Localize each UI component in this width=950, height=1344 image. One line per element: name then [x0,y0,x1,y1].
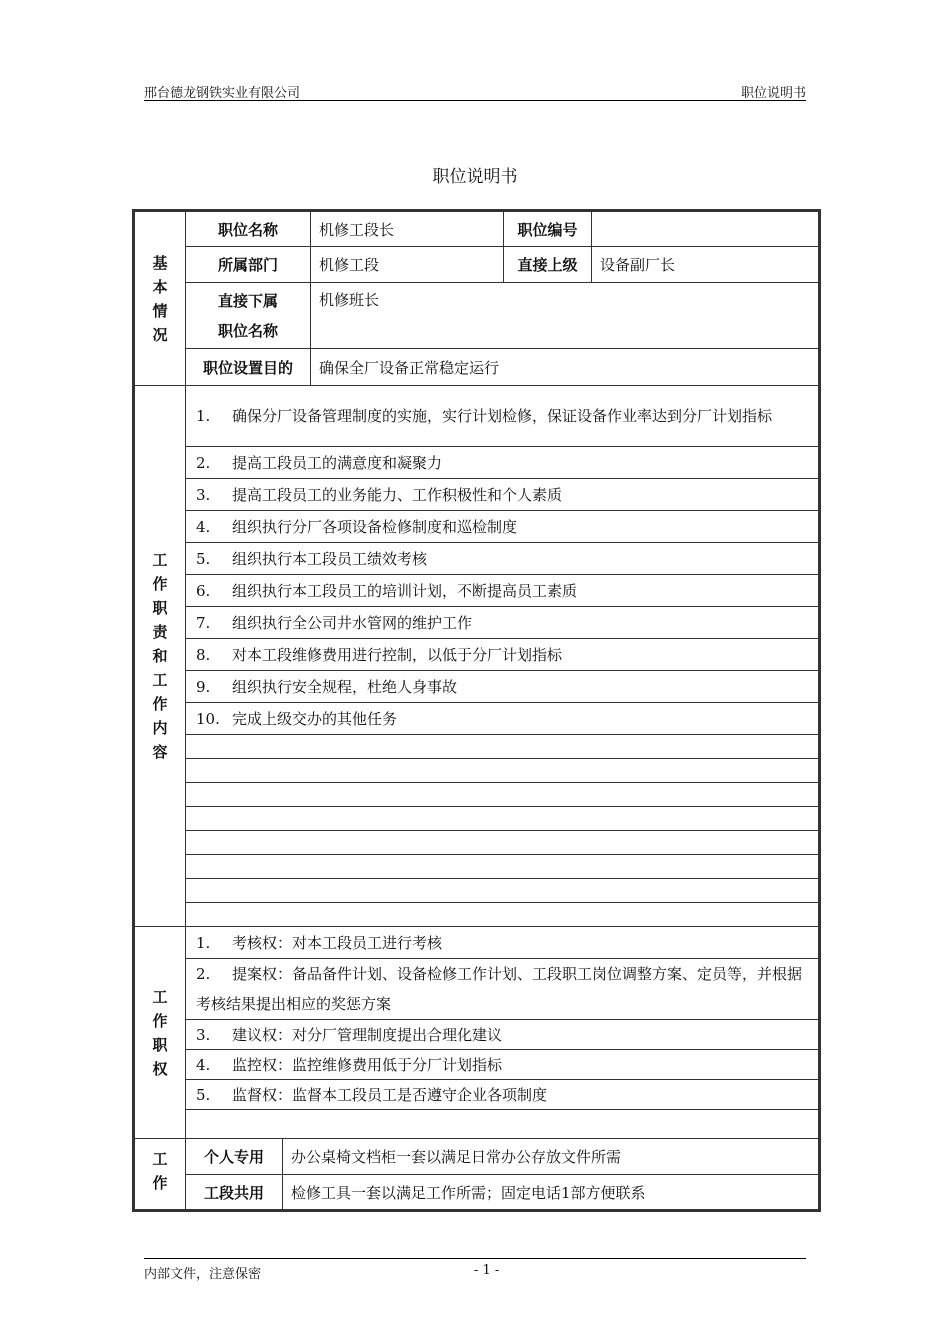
section-duties: 工 作 职 责 和 工 作 内 容 [134,386,186,927]
subordinate-label: 直接下属 职位名称 [186,283,311,349]
power-item: 5. 监督权：监督本工段员工是否遵守企业各项制度 [186,1080,820,1110]
page-title: 职位说明书 [432,167,518,187]
power-item: 3. 建议权：对分厂管理制度提出合理化建议 [186,1020,820,1050]
subordinate-value: 机修班长 [311,283,820,349]
confidential-note: 内部文件，注意保密 [144,1267,262,1282]
page-number: - 1 - [474,1263,500,1278]
pos-code-label: 职位编号 [504,211,592,247]
personal-label: 个人专用 [186,1139,283,1175]
duty-item: 9. 组织执行安全规程，杜绝人身事故 [186,671,820,703]
duty-item: 7. 组织执行全公司井水管网的维护工作 [186,607,820,639]
duty-item: 3. 提高工段员工的业务能力、工作积极性和个人素质 [186,479,820,511]
page-header [144,80,806,101]
job-description-table [132,209,821,1212]
superior-value: 设备副厂长 [592,247,820,283]
duty-item: 6. 组织执行本工段员工的培训计划，不断提高员工素质 [186,575,820,607]
company-name: 邢台德龙钢铁实业有限公司 [144,86,301,101]
dept-value: 机修工段 [311,247,504,283]
shared-label: 工段共用 [186,1175,283,1211]
power-item: 4. 监控权：监控维修费用低于分厂计划指标 [186,1050,820,1080]
duty-item: 10. 完成上级交办的其他任务 [186,703,820,735]
section-tools: 工 作 [134,1139,186,1211]
power-item: 1. 考核权：对本工段员工进行考核 [186,927,820,959]
shared-value: 检修工具一套以满足工作所需；固定电话1部方便联系 [283,1175,820,1211]
page-footer [144,1258,806,1282]
blank-row [186,831,820,855]
blank-row [186,879,820,903]
power-item: 2. 提案权：备品备件计划、设备检修工作计划、工段职工岗位调整方案、定员等，并根据考核结果提出相应的奖惩方案 [186,959,820,1020]
doc-type: 职位说明书 [740,86,806,101]
blank-row [186,855,820,879]
personal-value: 办公桌椅文档柜一套以满足日常办公存放文件所需 [283,1139,820,1175]
purpose-label: 职位设置目的 [186,349,311,386]
duty-item: 5. 组织执行本工段员工绩效考核 [186,543,820,575]
superior-label: 直接上级 [504,247,592,283]
duty-item: 2. 提高工段员工的满意度和凝聚力 [186,447,820,479]
pos-name-value: 机修工段长 [311,211,504,247]
blank-row [186,1110,820,1139]
pos-code-value [592,211,820,247]
duty-item: 1. 确保分厂设备管理制度的实施，实行计划检修，保证设备作业率达到分厂计划指标 [186,386,820,447]
blank-row [186,735,820,759]
duty-item: 4. 组织执行分厂各项设备检修制度和巡检制度 [186,511,820,543]
blank-row [186,783,820,807]
dept-label: 所属部门 [186,247,311,283]
blank-row [186,759,820,783]
duty-item: 8. 对本工段维修费用进行控制，以低于分厂计划指标 [186,639,820,671]
purpose-value: 确保全厂设备正常稳定运行 [311,349,820,386]
blank-row [186,903,820,927]
blank-row [186,807,820,831]
section-powers: 工 作 职 权 [134,927,186,1139]
pos-name-label: 职位名称 [186,211,311,247]
section-basic: 基 本 情 况 [134,211,186,386]
